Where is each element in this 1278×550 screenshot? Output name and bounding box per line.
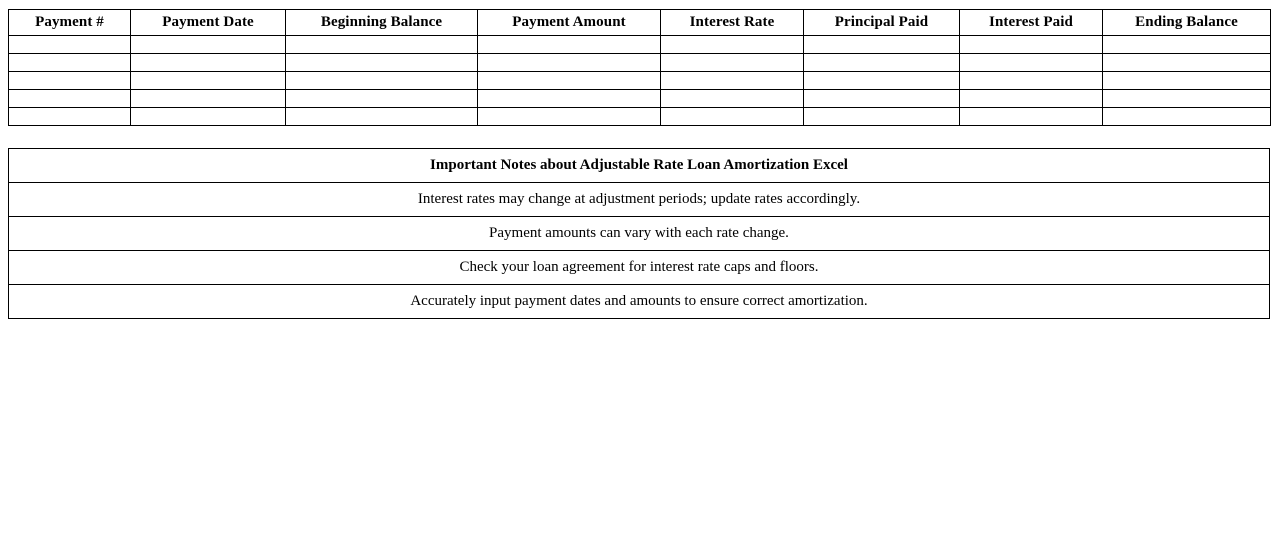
cell-payment-number[interactable] (9, 36, 131, 54)
table-row[interactable] (9, 54, 1271, 72)
cell-principal-paid[interactable] (804, 72, 960, 90)
cell-principal-paid[interactable] (804, 108, 960, 126)
cell-payment-date[interactable] (131, 36, 286, 54)
cell-payment-date[interactable] (131, 72, 286, 90)
table-row[interactable] (9, 36, 1271, 54)
cell-interest-paid[interactable] (960, 108, 1103, 126)
notes-item-row (9, 183, 1270, 217)
notes-item-row (9, 251, 1270, 285)
amortization-schedule-table (8, 9, 1270, 126)
cell-ending-balance[interactable] (1103, 90, 1271, 108)
cell-interest-paid[interactable] (960, 72, 1103, 90)
schedule-table-body (9, 36, 1271, 126)
schedule-table (8, 9, 1271, 126)
cell-payment-amount[interactable] (478, 54, 661, 72)
column-header-interest-paid: Interest Paid (960, 10, 1103, 36)
table-header-row (9, 10, 1271, 36)
notes-item-interest-rate-changes: Interest rates may change at adjustment periods; update rates accordingly. (9, 183, 1270, 217)
notes-item-caps-and-floors: Check your loan agreement for interest rate caps and floors. (9, 251, 1270, 285)
cell-interest-paid[interactable] (960, 90, 1103, 108)
cell-ending-balance[interactable] (1103, 36, 1271, 54)
cell-beginning-balance[interactable] (286, 90, 478, 108)
cell-principal-paid[interactable] (804, 90, 960, 108)
cell-payment-date[interactable] (131, 90, 286, 108)
cell-interest-rate[interactable] (661, 72, 804, 90)
cell-payment-number[interactable] (9, 54, 131, 72)
cell-payment-number[interactable] (9, 72, 131, 90)
cell-payment-amount[interactable] (478, 36, 661, 54)
cell-interest-rate[interactable] (661, 108, 804, 126)
cell-ending-balance[interactable] (1103, 108, 1271, 126)
column-header-beginning-balance: Beginning Balance (286, 10, 478, 36)
column-header-payment-date: Payment Date (131, 10, 286, 36)
cell-payment-amount[interactable] (478, 108, 661, 126)
cell-payment-date[interactable] (131, 54, 286, 72)
cell-principal-paid[interactable] (804, 54, 960, 72)
table-row[interactable] (9, 90, 1271, 108)
notes-title-row (9, 149, 1270, 183)
notes-title: Important Notes about Adjustable Rate Loan Amortization Excel (9, 149, 1270, 183)
column-header-payment-amount: Payment Amount (478, 10, 661, 36)
cell-principal-paid[interactable] (804, 36, 960, 54)
notes-item-row (9, 285, 1270, 319)
cell-beginning-balance[interactable] (286, 54, 478, 72)
cell-ending-balance[interactable] (1103, 72, 1271, 90)
notes-table (8, 148, 1270, 319)
cell-interest-rate[interactable] (661, 36, 804, 54)
cell-payment-number[interactable] (9, 108, 131, 126)
column-header-payment-number: Payment # (9, 10, 131, 36)
cell-interest-paid[interactable] (960, 36, 1103, 54)
cell-payment-date[interactable] (131, 108, 286, 126)
column-header-interest-rate: Interest Rate (661, 10, 804, 36)
table-row[interactable] (9, 72, 1271, 90)
column-header-principal-paid: Principal Paid (804, 10, 960, 36)
column-header-ending-balance: Ending Balance (1103, 10, 1271, 36)
cell-payment-amount[interactable] (478, 90, 661, 108)
cell-interest-paid[interactable] (960, 54, 1103, 72)
cell-beginning-balance[interactable] (286, 36, 478, 54)
cell-payment-number[interactable] (9, 90, 131, 108)
notes-item-payment-variation: Payment amounts can vary with each rate change. (9, 217, 1270, 251)
notes-item-row (9, 217, 1270, 251)
table-row[interactable] (9, 108, 1271, 126)
cell-payment-amount[interactable] (478, 72, 661, 90)
important-notes-table (8, 148, 1270, 319)
cell-interest-rate[interactable] (661, 54, 804, 72)
cell-interest-rate[interactable] (661, 90, 804, 108)
cell-beginning-balance[interactable] (286, 108, 478, 126)
notes-table-body (9, 149, 1270, 319)
notes-item-accurate-input: Accurately input payment dates and amounts to ensure correct amortization. (9, 285, 1270, 319)
cell-beginning-balance[interactable] (286, 72, 478, 90)
cell-ending-balance[interactable] (1103, 54, 1271, 72)
